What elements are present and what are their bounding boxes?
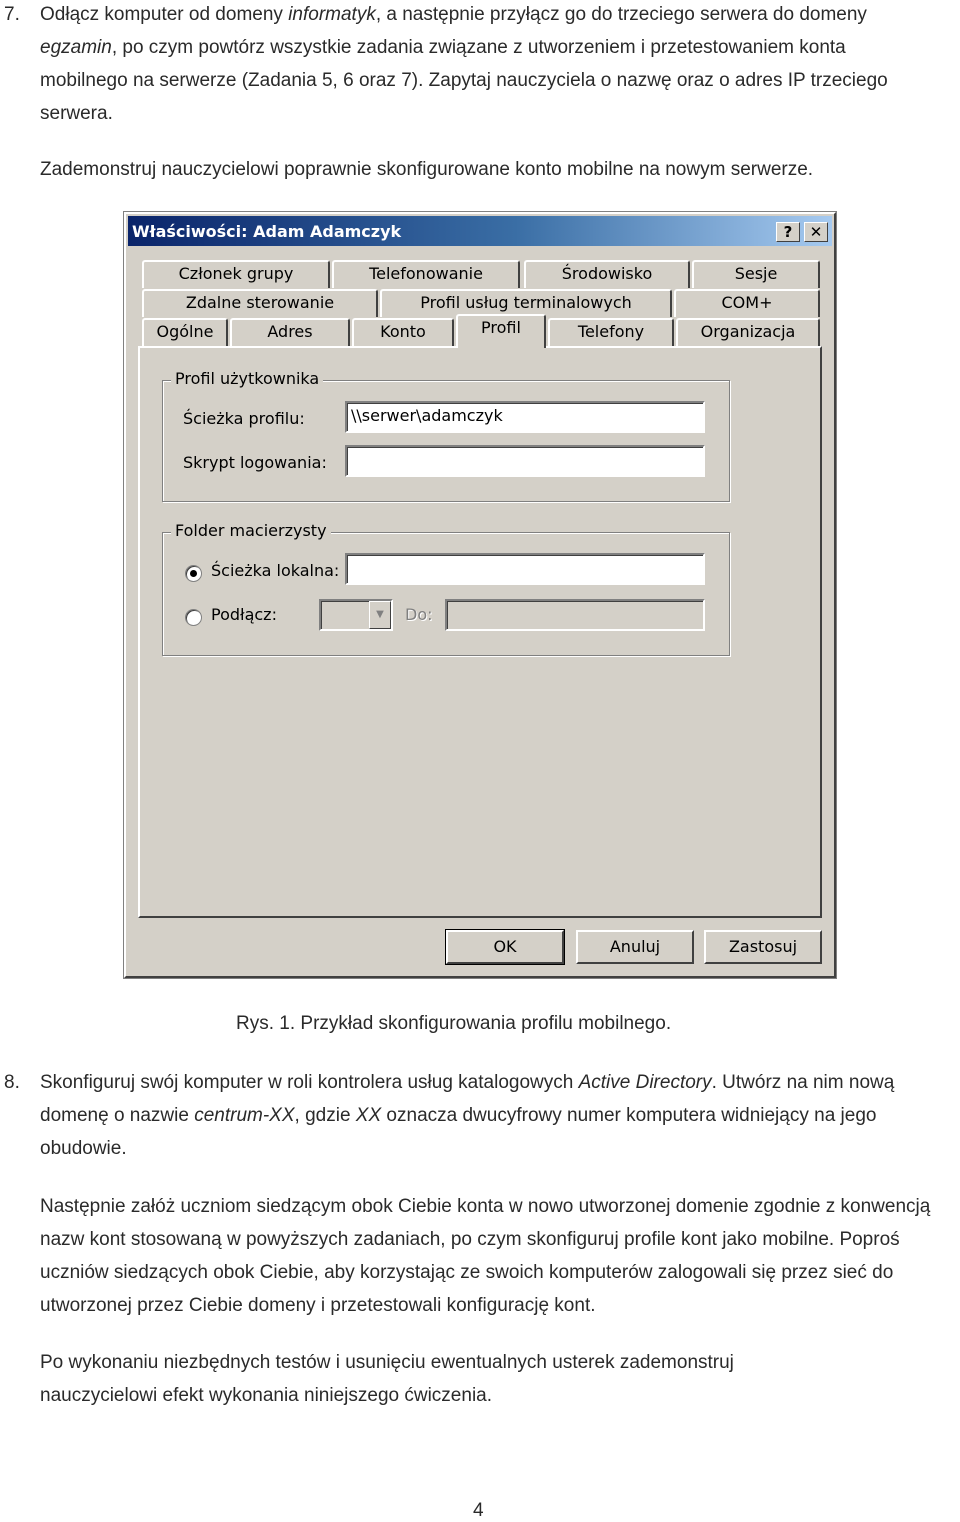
logon-script-label: Skrypt logowania: — [183, 453, 327, 472]
item-7-text-1: Odłącz komputer od domeny — [40, 4, 289, 25]
profile-path-label: Ścieżka profilu: — [183, 409, 305, 428]
local-path-input[interactable] — [345, 553, 705, 585]
item-8-number: 8. — [4, 1072, 20, 1093]
home-folder-group — [162, 521, 730, 656]
tab-ogolne[interactable]: Ogólne — [142, 318, 228, 346]
tab-telefony[interactable]: Telefony — [548, 318, 674, 346]
radio-selected-dot — [190, 570, 197, 577]
item-8-text-3: , gdzie — [294, 1105, 356, 1126]
user-profile-group — [162, 369, 730, 502]
item-7-domain-egzamin: egzamin — [40, 37, 112, 58]
ok-button[interactable]: OK — [446, 930, 564, 964]
connect-radio[interactable] — [185, 609, 202, 626]
drive-letter-combo[interactable] — [319, 599, 393, 631]
logon-script-input[interactable] — [345, 445, 705, 477]
profile-path-input[interactable]: \\serwer\adamczyk — [345, 401, 705, 433]
help-button[interactable]: ? — [776, 222, 800, 242]
tab-zdalne-sterowanie[interactable]: Zdalne sterowanie — [142, 289, 378, 317]
tab-konto[interactable]: Konto — [352, 318, 454, 346]
dialog-titlebar — [128, 216, 832, 246]
dialog-title: Właściwości: Adam Adamczyk — [132, 222, 402, 241]
apply-button[interactable]: Zastosuj — [704, 930, 822, 964]
page-number: 4 — [473, 1500, 484, 1521]
item-8-active-directory: Active Directory — [578, 1072, 712, 1093]
tab-czlonek-grupy[interactable]: Członek grupy — [142, 260, 330, 288]
to-label: Do: — [405, 605, 433, 624]
tab-profil-uslug-terminalowych[interactable]: Profil usług terminalowych — [380, 289, 672, 317]
item-8-text-1: Skonfiguruj swój komputer w roli kontrolera usług katalogowych — [40, 1072, 579, 1093]
item-8-text-2: . Utwórz na nim nową domenę o nazwie — [40, 1072, 895, 1126]
home-folder-legend: Folder macierzysty — [171, 521, 331, 540]
item-7-text-3: , po czym powtórz wszystkie zadania związane z utworzeniem i przetestowaniem konta mobilnego na serwerze (Zadania 5, 6 oraz 7). Zapytaj nauczyciela o nazwę oraz o adres IP trzeciego serwera. — [40, 37, 888, 124]
item-7-number: 7. — [4, 4, 20, 25]
properties-dialog — [124, 212, 836, 978]
tab-sesje[interactable]: Sesje — [692, 260, 820, 288]
local-path-radio[interactable] — [185, 565, 202, 582]
tab-srodowisko[interactable]: Środowisko — [524, 260, 690, 288]
item-8 — [4, 1066, 960, 1165]
item-8-text-4: oznacza dwucyfrowy numer komputera widniejący na jego obudowie. — [40, 1105, 877, 1159]
profile-tab-panel — [138, 346, 822, 918]
tab-telefonowanie[interactable]: Telefonowanie — [332, 260, 520, 288]
tab-organizacja[interactable]: Organizacja — [676, 318, 820, 346]
cancel-button[interactable]: Anuluj — [576, 930, 694, 964]
tab-com-plus[interactable]: COM+ — [674, 289, 820, 317]
item-8-xx: XX — [355, 1105, 382, 1126]
close-button[interactable]: ✕ — [804, 222, 828, 242]
to-path-input[interactable] — [445, 599, 705, 631]
item-8-paragraph-3: Po wykonaniu niezbędnych testów i usunięciu ewentualnych usterek zademonstruj nauczycielowi efekt wykonania niniejszego ćwiczenia. — [40, 1352, 734, 1406]
item-7 — [4, 0, 920, 130]
item-7-domain-informatyk: informatyk — [288, 4, 376, 25]
figure-caption: Rys. 1. Przykład skonfigurowania profilu mobilnego. — [236, 1013, 672, 1034]
item-7-text-2: , a następnie przyłącz go do trzeciego serwera do domeny — [375, 4, 867, 25]
item-8-domain-name: centrum-XX — [194, 1105, 295, 1126]
tab-adres[interactable]: Adres — [230, 318, 350, 346]
item-8-paragraph-2: Następnie załóż uczniom siedzącym obok Ciebie konta w nowo utworzonej domenie zgodnie z konwencją nazw kont stosowaną w powyższych zadaniach, po czym skonfiguruj profile kont jako mobilne. Poproś uczniów siedzących obok Ciebie, aby korzystając ze swoich komputerów zalogowali się przez sieć do utworzonej przez Ciebie domeny i przetestowali konfigurację kont. — [40, 1196, 931, 1316]
tab-profil[interactable]: Profil — [456, 314, 546, 348]
connect-label: Podłącz: — [211, 605, 277, 624]
item-7-demo: Zademonstruj nauczycielowi poprawnie skonfigurowane konto mobilne na nowym serwerze. — [40, 159, 814, 180]
chevron-down-icon[interactable]: ▼ — [369, 601, 391, 629]
local-path-label: Ścieżka lokalna: — [211, 561, 340, 580]
user-profile-legend: Profil użytkownika — [171, 369, 323, 388]
